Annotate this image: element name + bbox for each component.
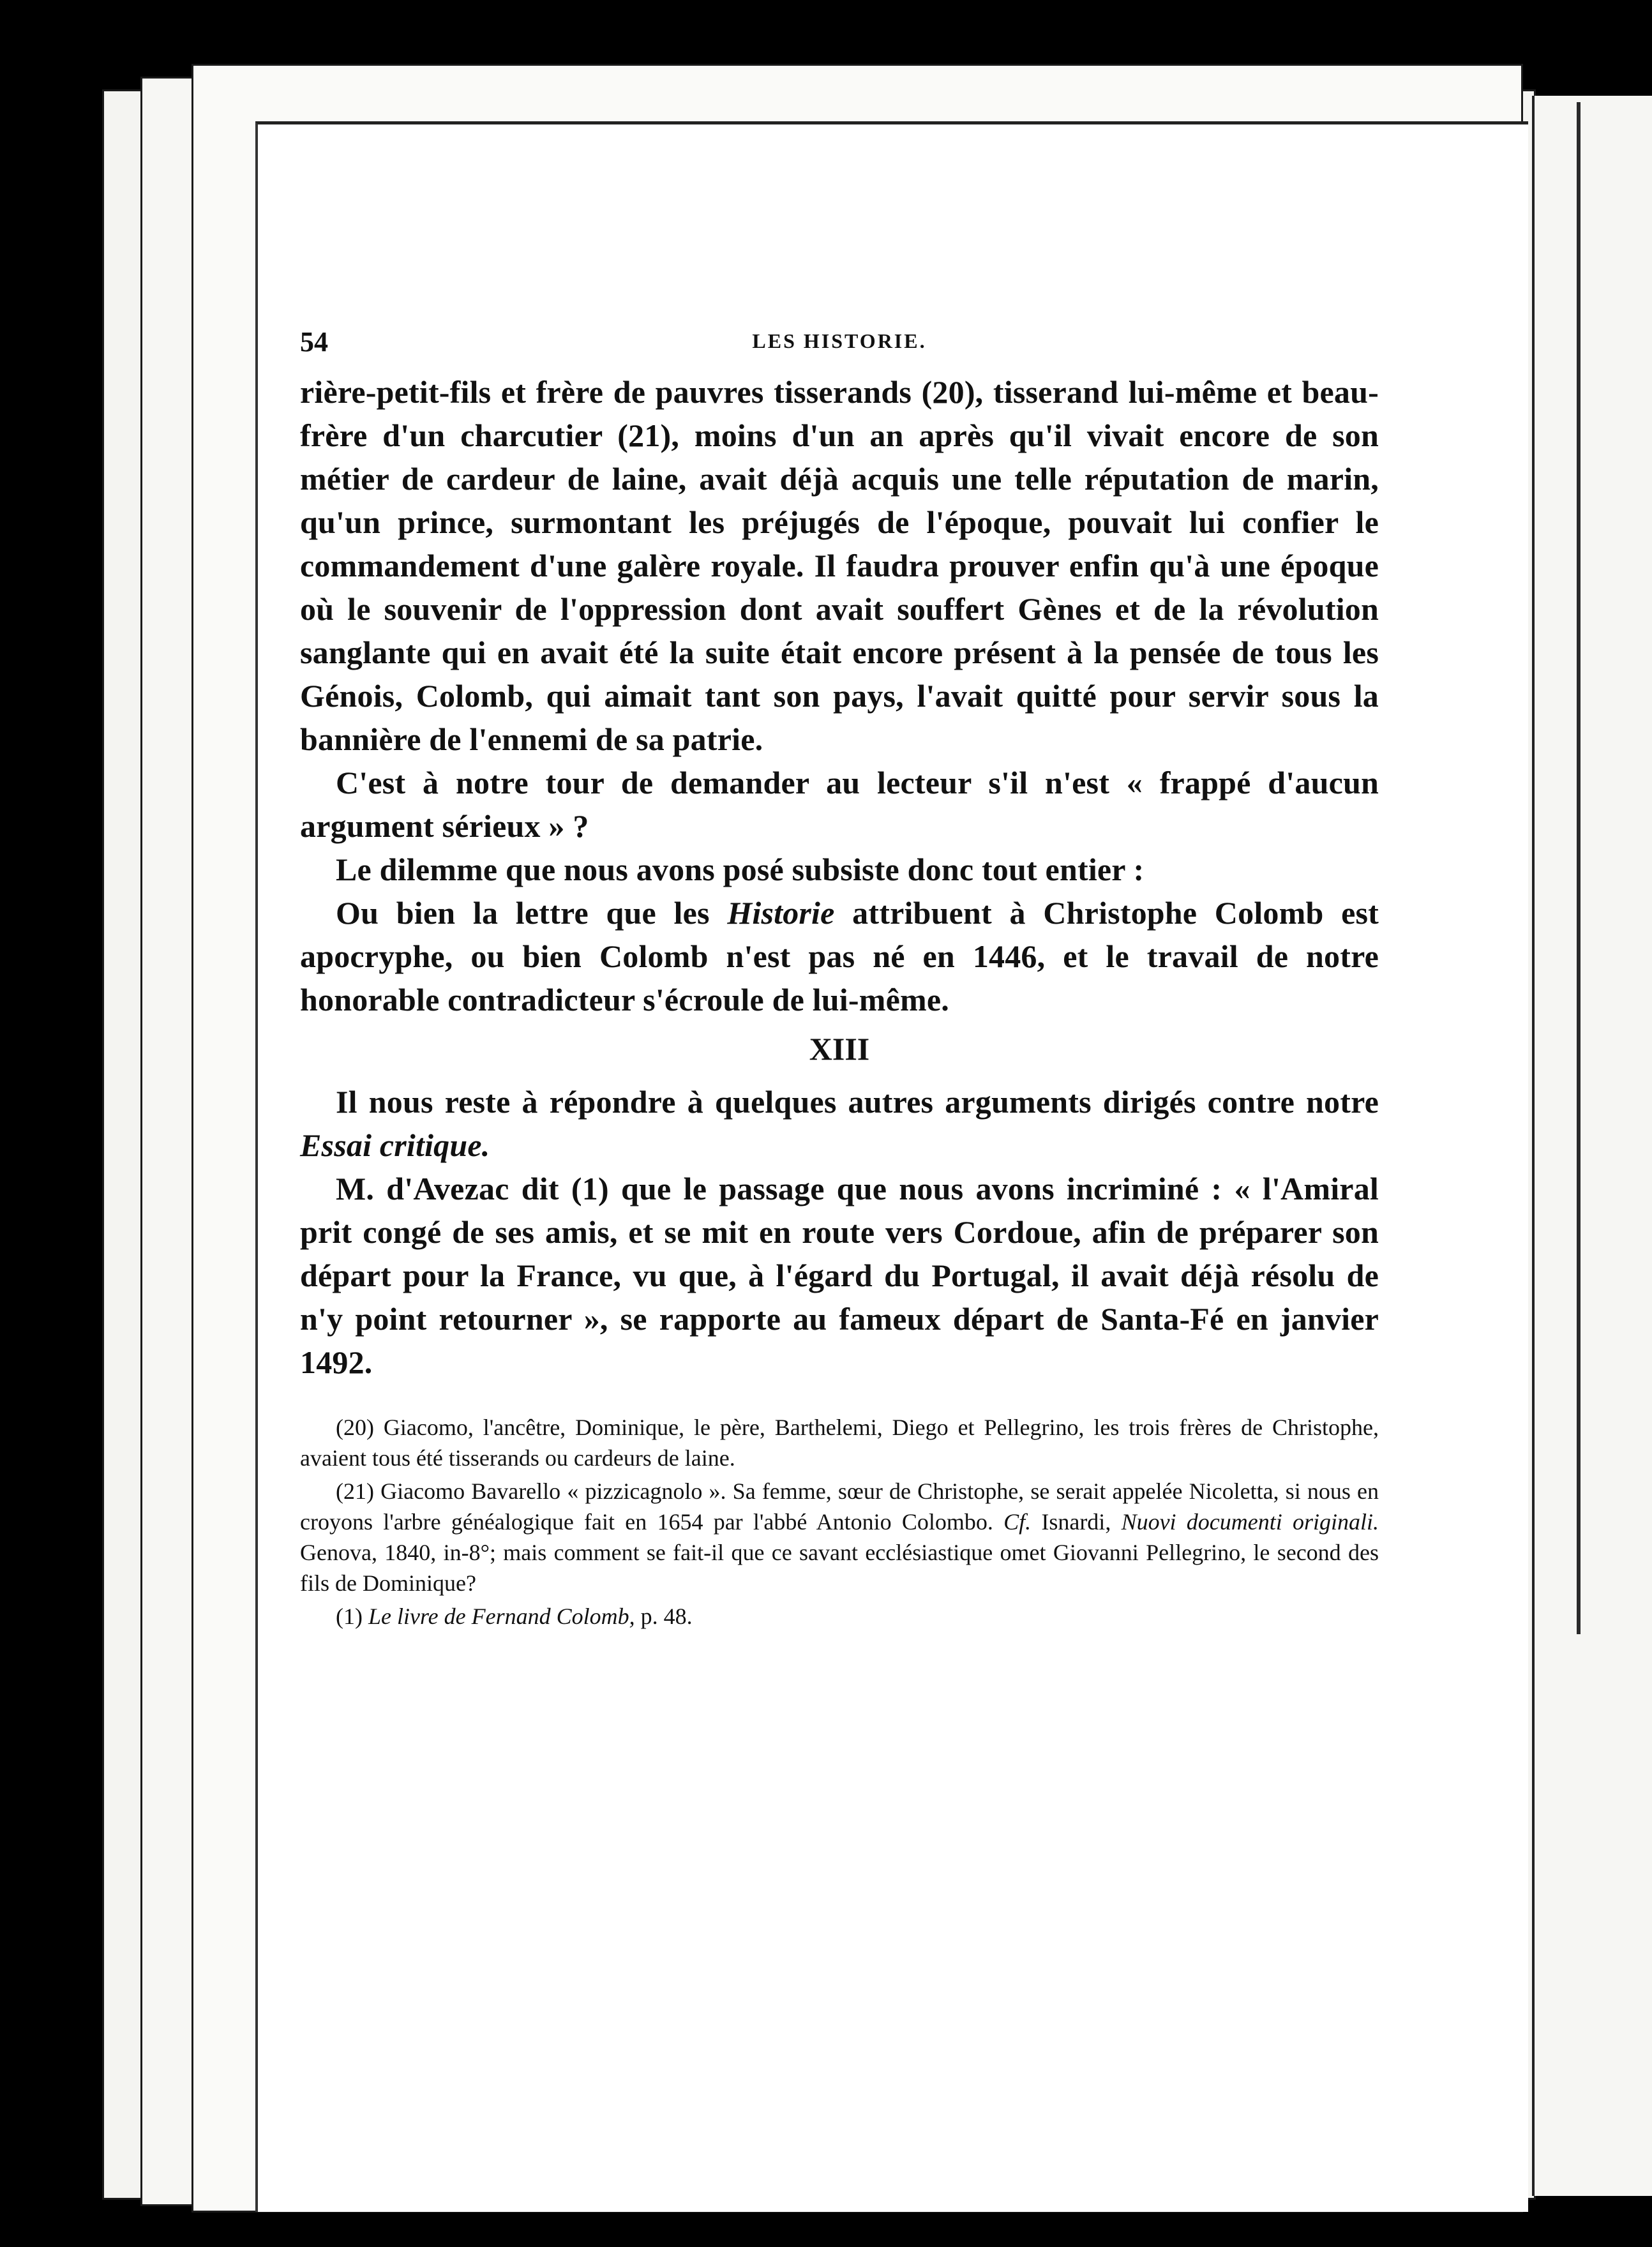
footnote <box>300 1476 1379 1598</box>
paragraph <box>300 761 1379 848</box>
paragraph <box>300 1167 1379 1384</box>
body-text <box>300 370 1379 1384</box>
italic-text: Historie <box>727 895 835 931</box>
text-run: Genova, 1840, in-8°; mais comment se fait-il que ce savant ecclésiastique omet Giovanni Pellegrino, le second des fils de Dominique? <box>300 1540 1379 1596</box>
text-run: Isnardi, <box>1031 1509 1122 1535</box>
paragraph <box>300 891 1379 1021</box>
text-run: attribuent à Christophe Colomb est apocryphe, ou bien Colomb n'est pas né en 1446, et le travail de notre honorable contradicteur s'écroule de lui-même. <box>300 895 1379 1018</box>
italic-text: Le livre de Fernand Colomb, <box>368 1604 635 1629</box>
footnote <box>300 1601 1379 1632</box>
italic-text: Essai critique. <box>300 1127 490 1163</box>
italic-text: Cf. <box>1003 1509 1032 1535</box>
footnote <box>300 1412 1379 1473</box>
text-run: M. d'Avezac dit (1) que le passage que nous avons incriminé : « l'Amiral prit congé de ses amis, et se mit en route vers Cordoue, afin de préparer son départ pour la France, vu que, à l'égard du Portugal, il avait déjà résolu de n'y point retourner », se rapporte au fameux départ de Santa-Fé en janvier 1492. <box>300 1171 1379 1380</box>
paragraph <box>300 848 1379 891</box>
page-number: 54 <box>300 326 328 357</box>
text-run: Le dilemme que nous avons posé subsiste donc tout entier : <box>336 852 1145 887</box>
text-run: C'est à notre tour de demander au lecteur s'il n'est « frappé d'aucun argument sérieux » ? <box>300 765 1379 844</box>
text-run: Ou bien la lettre que les <box>336 895 728 931</box>
text-run: p. 48. <box>635 1604 693 1629</box>
italic-text: Nuovi documenti originali. <box>1121 1509 1379 1535</box>
running-title: LES HISTORIE. <box>752 329 927 352</box>
text-run: rière-petit-fils et frère de pauvres tisserands (20), tisserand lui-même et beau-frère d'un charcutier (21), moins d'un an après qu'il vivait encore de son métier de cardeur de laine, avait déjà acquis une telle réputation de marin, qu'un prince, surmontant les préjugés de l'époque, pouvait lui confier le commandement d'une galère royale. Il faudra prouver enfin qu'à une époque où le souvenir de l'oppression dont avait souffert Gènes et de la révolution sanglante qui en avait été la suite était encore présent à la pensée de tous les Génois, Colomb, qui aimait tant son pays, l'avait quitté pour servir sous la bannière de l'ennemi de sa patrie. <box>300 374 1379 757</box>
section-heading: XIII <box>809 1031 870 1067</box>
text-run: (1) <box>336 1604 368 1629</box>
gutter-line <box>1577 102 1581 1634</box>
text-run: Il nous reste à répondre à quelques autres arguments dirigés contre notre <box>336 1084 1379 1120</box>
facing-page-edge <box>1532 96 1652 2196</box>
running-head <box>300 326 1379 370</box>
text-run: (21) Giacomo Bavarello « pizzicagnolo ». Sa femme, sœur de Christophe, se serait appelée Nicoletta, si nous en croyons l'arbre généalogique fait en 1654 par l'abbé Antonio Colombo. <box>300 1478 1379 1535</box>
paragraph <box>300 370 1379 761</box>
paragraph <box>300 1080 1379 1167</box>
page-content <box>300 326 1379 1634</box>
text-run: (20) Giacomo, l'ancêtre, Dominique, le père, Barthelemi, Diego et Pellegrino, les trois frères de Christophe, avaient tous été tisserands ou cardeurs de laine. <box>300 1415 1379 1471</box>
footnotes <box>300 1412 1379 1632</box>
